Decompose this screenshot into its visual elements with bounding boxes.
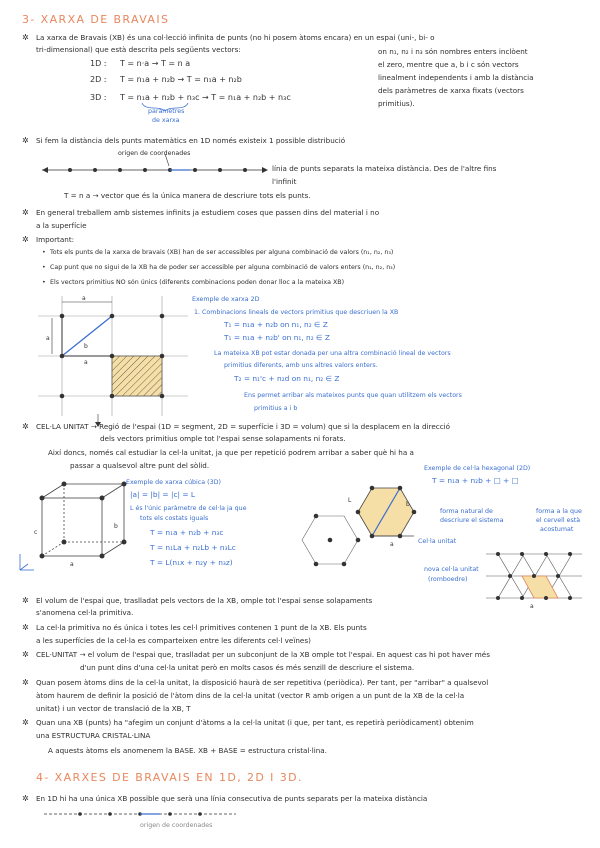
cella-line-3: Així doncs, només cal estudiar la cel·la unitat, ja que per repetició podrem arribar a saber què hi ha a [48,448,414,457]
intro-line-1: La xarxa de Bravais (XB) és una col·lecció infinita de punts (no hi posem àtoms encara) en un espai (uni-, bi- o [36,33,435,42]
general-line-1: En general treballem amb sistemes infinits ja estudiem coses que passen dins del material i no [36,208,380,217]
svg-text:a: a [530,603,534,610]
sec4-line-1: En 1D hi ha una única XB possible que serà una línia consecutiva de punts separats per la mateixa distància [36,794,428,803]
cubic-line-1: L és l'únic paràmetre de cel·la ja que [130,505,247,512]
unit-line-2: d'un punt dins d'una cel·la unitat però en molts casos és més senzill de descriure el sistema. [80,663,415,672]
ex2d-eq-3: T₂ = n₁'c + n₂d on n₁, n₂ ∈ Z [234,374,340,383]
hex-note-1-line-2: descriure el sistema [440,517,504,524]
nova-cella-line-1: nova cel·la unitat [424,566,479,573]
eq-2d: T = n₁a + n₂b → T = n₁a + n₂b [120,75,242,84]
one-d-lattice-diagram [40,158,270,180]
svg-text:a: a [84,359,88,366]
svg-text:a: a [70,561,74,568]
triangular-lattice-diagram [486,546,586,608]
important-label: Important: [36,235,75,244]
unit-line-1: CEL·UNITAT → el volum de l'espai que, traslladat per un subconjunt de la XB omple tot l'espai. En aquest cas hi pot haver més [36,650,490,659]
sec4-origin-label: origen de coordenades [140,822,213,829]
section-4-title: 4- XARXES DE BRAVAIS EN 1D, 2D I 3D. [36,771,303,784]
cella-unitat-label: Cel·la unitat [418,538,457,545]
svg-text:a: a [390,541,394,548]
prim-line-1: La cel·la primitiva no és única i totes les cel·l primitives contenen 1 punt de la XB. Els punts [36,623,367,632]
hex-title: Exemple de cel·la hexagonal (2D) [424,465,531,472]
xb-line-2: una ESTRUCTURA CRISTAL·LINA [36,731,151,740]
ex2d-line-3: primitius diferents, amb uns altres valors enters. [224,362,378,369]
hex-note-2-line-2: el cervell està [536,517,581,524]
line-desc-1: línia de punts separats la mateixa distància. Des de l'altre fins [272,164,497,173]
star-bullet-icon: ✲ [22,678,29,687]
ex2d-line-5: primitius a i b [254,405,298,412]
right-note-4: dels paràmetres de xarxa fixats (vectors [378,86,524,95]
two-d-lattice-diagram [38,296,198,426]
star-bullet-icon: ✲ [22,718,29,727]
vol-line-2: s'anomena cel·la primitiva. [36,608,134,617]
prim-line-2: a les superfícies de la cel·la es comparteixen entre les diferents cel·l veïnes) [36,636,311,645]
ex2d-eq-2: T₁ = n₁a + n₂b' on n₁, n₂ ∈ Z [224,333,330,342]
cella-line-2: dels vectors primitius omple tot l'espai sense solapaments ni forats. [100,434,346,443]
intro-line-2: tri-dimensional) que està descrita pels següents vectors: [36,45,241,54]
eq-1d: T = n·a → T = n a [120,59,191,68]
one-d-line-diagram [40,806,240,822]
ex2d-line-1: 1. Combinacions lineals de vectors primitius que descriuen la XB [194,309,399,316]
bullet-dot: • [42,249,46,256]
cubic-eq-2: T = n₁a + n₂b + n₃c [150,528,224,537]
hex-note-1-line-1: forma natural de [440,508,493,515]
vol-line-1: El volum de l'espai que, traslladat pels vectors de la XB, omple tot l'espai sense solapaments [36,596,373,605]
bullet-dot: • [42,279,46,286]
cella-line-4: passar a qualsevol altre punt del sòlid. [70,461,210,470]
star-bullet-icon: ✲ [22,33,29,42]
eq-3d: T = n₁a + n₂b + n₃c → T = n₁a + n₂b + n₃c [120,93,291,102]
nova-cella-line-2: (romboedre) [428,576,468,583]
hex-note-2-line-3: acostumat [540,526,574,533]
ex2d-line-2: La mateixa XB pot estar donada per una altra combinació lineal de vectors [214,350,451,357]
cubic-eq-3: T = n₁La + n₂Lb + n₃Lc [150,543,236,552]
xb-line-3: A aquests àtoms els anomenem la BASE. XB + BASE = estructura cristal·lina. [48,746,327,755]
star-bullet-icon: ✲ [22,235,29,244]
hex-note-2-line-1: forma a la que [536,508,582,515]
star-bullet-icon: ✲ [22,623,29,632]
important-item-3: Els vectors primitius NO són únics (diferents combinacions poden donar lloc a la mateixa XB) [50,279,345,286]
cubic-eq-4: T = L(n₁x + n₂y + n₃z) [150,558,233,567]
origin-label: origen de coordenades [118,150,191,157]
ex2d-title: Exemple de xarxa 2D [192,296,260,303]
atoms-line-3: unitat) i un vector de translació de la XB, T [36,704,191,713]
cubic-line-2: tots els costats iguals [140,515,209,522]
eq-1d-label: 1D : [90,59,107,68]
atoms-line-1: Quan posem àtoms dins de la cel·la unitat, la disposició haurà de ser repetitiva (periòdica). Per tant, per "arribar" a qualsevol [36,678,489,687]
general-line-2: a la superfície [36,221,87,230]
brace-icon [140,102,190,112]
line-desc-2: l'infinit [272,177,297,186]
star-bullet-icon: ✲ [22,794,29,803]
atoms-line-2: àtom haurem de definir la posició de l'àtom dins de la cel·la unitat (vector R amb origen a un punt de la XB de la cel·la [36,691,465,700]
svg-text:b: b [84,343,88,350]
section-3-title: 3- XARXA DE BRAVAIS [22,13,170,26]
star-bullet-icon: ✲ [22,422,29,431]
star-bullet-icon: ✲ [22,596,29,605]
important-item-1: Tots els punts de la xarxa de bravais (XB) han de ser accessibles per alguna combinació de valors (n₁, n₂, n₃) [50,249,394,256]
bullet-dot: • [42,264,46,271]
svg-text:L: L [348,497,352,504]
right-note-3: linealment independents i amb la distància [378,73,534,82]
eq-3d-label: 3D : [90,93,107,102]
star-bullet-icon: ✲ [22,650,29,659]
right-note-1: on n₁, n₂ i n₃ són nombres enters inclòent [378,47,528,56]
param-note-line-2: de xarxa [152,117,180,124]
svg-text:b: b [114,523,118,530]
hexagonal-lattice-diagram [310,478,430,568]
important-item-2: Cap punt que no sigui de la XB ha de poder ser accessible per alguna combinació de valors enters (n₁, n₂, n₃) [50,264,396,271]
svg-text:a: a [46,335,50,342]
cella-line-1: CEL·LA UNITAT → Regió de l'espai (1D = segment, 2D = superfície i 3D = volum) que si la desplacem en la direcció [36,422,451,431]
math-1d-line: Si fem la distància dels punts matemàtics en 1D només existeix 1 possible distribució [36,136,346,145]
eq-2d-label: 2D : [90,75,107,84]
param-note-line-1: paràmetres [148,108,185,115]
vector-only-line: T = n a → vector que és la única manera de descriure tots els punts. [64,191,311,200]
svg-text:a: a [82,295,86,302]
svg-text:c: c [34,529,38,536]
ex2d-line-4: Ens permet arribar als mateixos punts que quan utilitzem els vectors [244,392,462,399]
svg-text:b: b [406,501,410,508]
right-note-2: el zero, mentre que a, b i c són vectors [378,60,519,69]
xb-line-1: Quan una XB (punts) ha "afegim un conjunt d'àtoms a la cel·la unitat (i que, per tant, es repetirà periòdicament) obtenim [36,718,474,727]
star-bullet-icon: ✲ [22,208,29,217]
hex-eq: T = n₁a + n₂b + □ + □ [432,476,519,485]
cubic-cell-diagram [20,478,130,578]
cubic-eq-1: |a| = |b| = |c| = L [130,490,196,499]
ex2d-eq-1: T₁ = n₁a + n₂b on n₁, n₂ ∈ Z [224,320,328,329]
cubic-title: Exemple de xarxa cúbica (3D) [126,479,221,486]
star-bullet-icon: ✲ [22,136,29,145]
right-note-5: primitius). [378,99,415,108]
